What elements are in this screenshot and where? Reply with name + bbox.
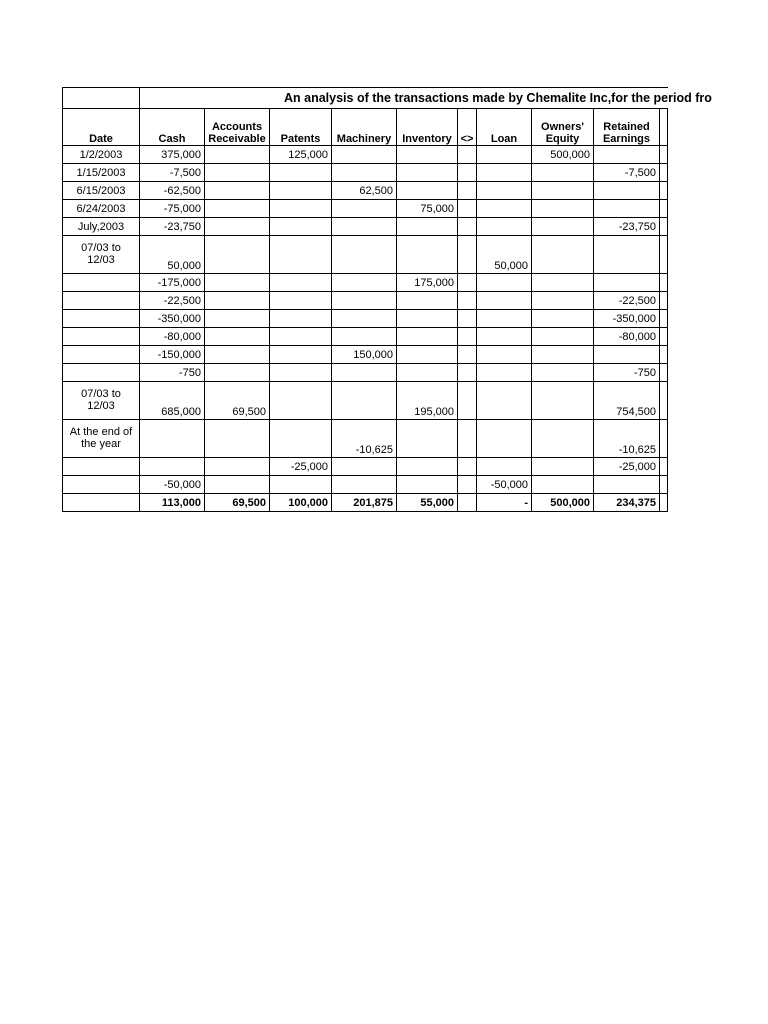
owners-equity-cell: 500,000 (532, 146, 594, 164)
patents-cell: -25,000 (270, 458, 332, 476)
patents-cell (270, 310, 332, 328)
arrow-cell (458, 458, 477, 476)
accounts-receivable-cell (205, 420, 270, 458)
overflow-cell (660, 236, 668, 274)
date-cell (63, 274, 140, 292)
overflow-cell (660, 182, 668, 200)
patents-cell (270, 200, 332, 218)
accounts-receivable-cell (205, 274, 270, 292)
header-loan: Loan (477, 109, 532, 146)
overflow-cell (660, 200, 668, 218)
header-accounts-receivable (205, 109, 270, 146)
machinery-cell (332, 164, 397, 182)
machinery-cell (332, 364, 397, 382)
accounts-receivable-cell (205, 182, 270, 200)
patents-cell (270, 218, 332, 236)
header-re-line2: Earnings (602, 133, 651, 145)
header-re-line1: Retained (603, 121, 650, 133)
date-cell: 6/24/2003 (63, 200, 140, 218)
overflow-cell (660, 364, 668, 382)
cash-cell: -23,750 (140, 218, 205, 236)
header-row (63, 109, 668, 146)
retained-earnings-cell (594, 146, 660, 164)
loan-cell (477, 182, 532, 200)
cash-cell (140, 420, 205, 458)
table-row (63, 164, 668, 182)
accounts-receivable-cell (205, 328, 270, 346)
retained-earnings-cell (594, 274, 660, 292)
table-row (63, 200, 668, 218)
inventory-cell (397, 164, 458, 182)
retained-earnings-cell: 234,375 (594, 494, 660, 512)
arrow-cell (458, 310, 477, 328)
owners-equity-cell (532, 476, 594, 494)
arrow-cell (458, 382, 477, 420)
overflow-cell (660, 310, 668, 328)
table-row (63, 364, 668, 382)
loan-cell (477, 164, 532, 182)
header-arrow: <> (458, 109, 477, 146)
overflow-cell (660, 164, 668, 182)
accounts-receivable-cell: 69,500 (205, 494, 270, 512)
arrow-cell (458, 364, 477, 382)
inventory-cell: 55,000 (397, 494, 458, 512)
overflow-cell (660, 328, 668, 346)
machinery-cell (332, 292, 397, 310)
header-patents: Patents (270, 109, 332, 146)
arrow-cell (458, 146, 477, 164)
loan-cell: -50,000 (477, 476, 532, 494)
retained-earnings-cell: -22,500 (594, 292, 660, 310)
accounts-receivable-cell (205, 476, 270, 494)
table-row (63, 292, 668, 310)
header-ar-line1: Accounts (211, 121, 263, 133)
retained-earnings-cell: -350,000 (594, 310, 660, 328)
machinery-cell (332, 146, 397, 164)
table-row (63, 218, 668, 236)
accounts-receivable-cell (205, 200, 270, 218)
loan-cell (477, 420, 532, 458)
patents-cell (270, 292, 332, 310)
patents-cell (270, 382, 332, 420)
arrow-cell (458, 200, 477, 218)
date-cell: 1/15/2003 (63, 164, 140, 182)
patents-cell (270, 274, 332, 292)
header-inventory: Inventory (397, 109, 458, 146)
table-row (63, 274, 668, 292)
owners-equity-cell (532, 164, 594, 182)
date-line2: 12/03 (87, 400, 115, 412)
date-cell (63, 420, 140, 458)
patents-cell (270, 346, 332, 364)
date-cell (63, 382, 140, 420)
inventory-cell (397, 236, 458, 274)
patents-cell (270, 164, 332, 182)
accounts-receivable-cell: 69,500 (205, 382, 270, 420)
overflow-cell (660, 494, 668, 512)
loan-cell (477, 218, 532, 236)
title-row (63, 88, 668, 109)
machinery-cell (332, 310, 397, 328)
cash-cell: -150,000 (140, 346, 205, 364)
loan-cell (477, 310, 532, 328)
retained-earnings-cell: -10,625 (594, 420, 660, 458)
table-row (63, 458, 668, 476)
table-row (63, 420, 668, 458)
date-cell (63, 364, 140, 382)
date-cell (63, 236, 140, 274)
date-line1: 07/03 to (81, 388, 121, 400)
loan-cell: 50,000 (477, 236, 532, 274)
date-cell (63, 476, 140, 494)
table-row (63, 476, 668, 494)
date-cell (63, 310, 140, 328)
header-ar-line2: Receivable (208, 133, 266, 145)
accounts-receivable-cell (205, 364, 270, 382)
loan-cell (477, 292, 532, 310)
cash-cell: 50,000 (140, 236, 205, 274)
loan-cell: - (477, 494, 532, 512)
date-cell (63, 292, 140, 310)
loan-cell (477, 364, 532, 382)
machinery-cell: -10,625 (332, 420, 397, 458)
totals-row (63, 494, 668, 512)
inventory-cell (397, 310, 458, 328)
retained-earnings-cell: -7,500 (594, 164, 660, 182)
machinery-cell (332, 476, 397, 494)
patents-cell (270, 182, 332, 200)
overflow-cell (660, 382, 668, 420)
overflow-cell (660, 292, 668, 310)
overflow-cell (660, 476, 668, 494)
header-oe-line2: Equity (545, 133, 580, 145)
accounts-receivable-cell (205, 346, 270, 364)
owners-equity-cell (532, 382, 594, 420)
loan-cell (477, 346, 532, 364)
cash-cell: -62,500 (140, 182, 205, 200)
date-cell (63, 494, 140, 512)
header-date: Date (63, 109, 140, 146)
cash-cell: -22,500 (140, 292, 205, 310)
cash-cell: 685,000 (140, 382, 205, 420)
arrow-cell (458, 346, 477, 364)
inventory-cell (397, 292, 458, 310)
date-line1: At the end of (69, 426, 133, 438)
patents-cell (270, 420, 332, 458)
date-cell (63, 458, 140, 476)
arrow-cell (458, 476, 477, 494)
owners-equity-cell (532, 236, 594, 274)
header-cash: Cash (140, 109, 205, 146)
retained-earnings-cell: -80,000 (594, 328, 660, 346)
retained-earnings-cell: -25,000 (594, 458, 660, 476)
cash-cell: 375,000 (140, 146, 205, 164)
cash-cell: -175,000 (140, 274, 205, 292)
machinery-cell (332, 458, 397, 476)
arrow-cell (458, 494, 477, 512)
owners-equity-cell (532, 218, 594, 236)
table-title: An analysis of the transactions made by Chemalite Inc,for the period fro (140, 88, 668, 109)
header-retained-earnings (594, 109, 660, 146)
table-row (63, 382, 668, 420)
machinery-cell (332, 328, 397, 346)
patents-cell: 100,000 (270, 494, 332, 512)
accounts-receivable-cell (205, 164, 270, 182)
arrow-cell (458, 420, 477, 458)
owners-equity-cell (532, 364, 594, 382)
date-cell: 1/2/2003 (63, 146, 140, 164)
arrow-cell (458, 328, 477, 346)
date-cell: 6/15/2003 (63, 182, 140, 200)
overflow-cell (660, 420, 668, 458)
loan-cell (477, 200, 532, 218)
loan-cell (477, 274, 532, 292)
loan-cell (477, 328, 532, 346)
retained-earnings-cell (594, 182, 660, 200)
overflow-cell (660, 274, 668, 292)
retained-earnings-cell: 754,500 (594, 382, 660, 420)
owners-equity-cell (532, 420, 594, 458)
retained-earnings-cell (594, 346, 660, 364)
cash-cell (140, 458, 205, 476)
spreadsheet (62, 87, 712, 513)
machinery-cell (332, 200, 397, 218)
owners-equity-cell (532, 200, 594, 218)
accounts-receivable-cell (205, 146, 270, 164)
table-row (63, 236, 668, 274)
cash-cell: 113,000 (140, 494, 205, 512)
owners-equity-cell (532, 292, 594, 310)
inventory-cell (397, 218, 458, 236)
arrow-cell (458, 236, 477, 274)
loan-cell (477, 382, 532, 420)
retained-earnings-cell (594, 236, 660, 274)
patents-cell: 125,000 (270, 146, 332, 164)
cash-cell: -80,000 (140, 328, 205, 346)
overflow-cell (660, 218, 668, 236)
table-row (63, 346, 668, 364)
machinery-cell: 62,500 (332, 182, 397, 200)
machinery-cell (332, 218, 397, 236)
arrow-cell (458, 292, 477, 310)
inventory-cell: 175,000 (397, 274, 458, 292)
arrow-cell (458, 182, 477, 200)
owners-equity-cell (532, 458, 594, 476)
machinery-cell: 150,000 (332, 346, 397, 364)
owners-equity-cell (532, 328, 594, 346)
inventory-cell (397, 364, 458, 382)
retained-earnings-cell: -750 (594, 364, 660, 382)
date-line2: 12/03 (87, 254, 115, 266)
inventory-cell (397, 476, 458, 494)
machinery-cell (332, 236, 397, 274)
transactions-table (62, 87, 712, 512)
table-row (63, 182, 668, 200)
owners-equity-cell (532, 274, 594, 292)
cash-cell: -75,000 (140, 200, 205, 218)
accounts-receivable-cell (205, 310, 270, 328)
arrow-cell (458, 218, 477, 236)
owners-equity-cell (532, 310, 594, 328)
inventory-cell (397, 458, 458, 476)
owners-equity-cell (532, 182, 594, 200)
cash-cell: -7,500 (140, 164, 205, 182)
retained-earnings-cell (594, 476, 660, 494)
patents-cell (270, 236, 332, 274)
header-oe-line1: Owners' (541, 121, 584, 133)
inventory-cell (397, 328, 458, 346)
date-cell (63, 346, 140, 364)
inventory-cell: 75,000 (397, 200, 458, 218)
loan-cell (477, 146, 532, 164)
inventory-cell (397, 420, 458, 458)
patents-cell (270, 364, 332, 382)
patents-cell (270, 328, 332, 346)
overflow-cell (660, 146, 668, 164)
table-row (63, 310, 668, 328)
header-machinery: Machinery (332, 109, 397, 146)
date-line2: the year (81, 438, 121, 450)
accounts-receivable-cell (205, 218, 270, 236)
arrow-cell (458, 164, 477, 182)
title-blank-cell (63, 88, 140, 109)
owners-equity-cell (532, 346, 594, 364)
date-line1: 07/03 to (81, 242, 121, 254)
inventory-cell: 195,000 (397, 382, 458, 420)
arrow-cell (458, 274, 477, 292)
accounts-receivable-cell (205, 292, 270, 310)
header-overflow (660, 109, 668, 146)
table-row (63, 328, 668, 346)
owners-equity-cell: 500,000 (532, 494, 594, 512)
accounts-receivable-cell (205, 236, 270, 274)
date-cell (63, 328, 140, 346)
header-owners-equity (532, 109, 594, 146)
retained-earnings-cell: -23,750 (594, 218, 660, 236)
overflow-cell (660, 346, 668, 364)
retained-earnings-cell (594, 200, 660, 218)
overflow-cell (660, 458, 668, 476)
cash-cell: -750 (140, 364, 205, 382)
accounts-receivable-cell (205, 458, 270, 476)
cash-cell: -350,000 (140, 310, 205, 328)
table-row (63, 146, 668, 164)
machinery-cell (332, 382, 397, 420)
loan-cell (477, 458, 532, 476)
patents-cell (270, 476, 332, 494)
date-cell: July,2003 (63, 218, 140, 236)
inventory-cell (397, 182, 458, 200)
machinery-cell (332, 274, 397, 292)
machinery-cell: 201,875 (332, 494, 397, 512)
inventory-cell (397, 146, 458, 164)
inventory-cell (397, 346, 458, 364)
cash-cell: -50,000 (140, 476, 205, 494)
